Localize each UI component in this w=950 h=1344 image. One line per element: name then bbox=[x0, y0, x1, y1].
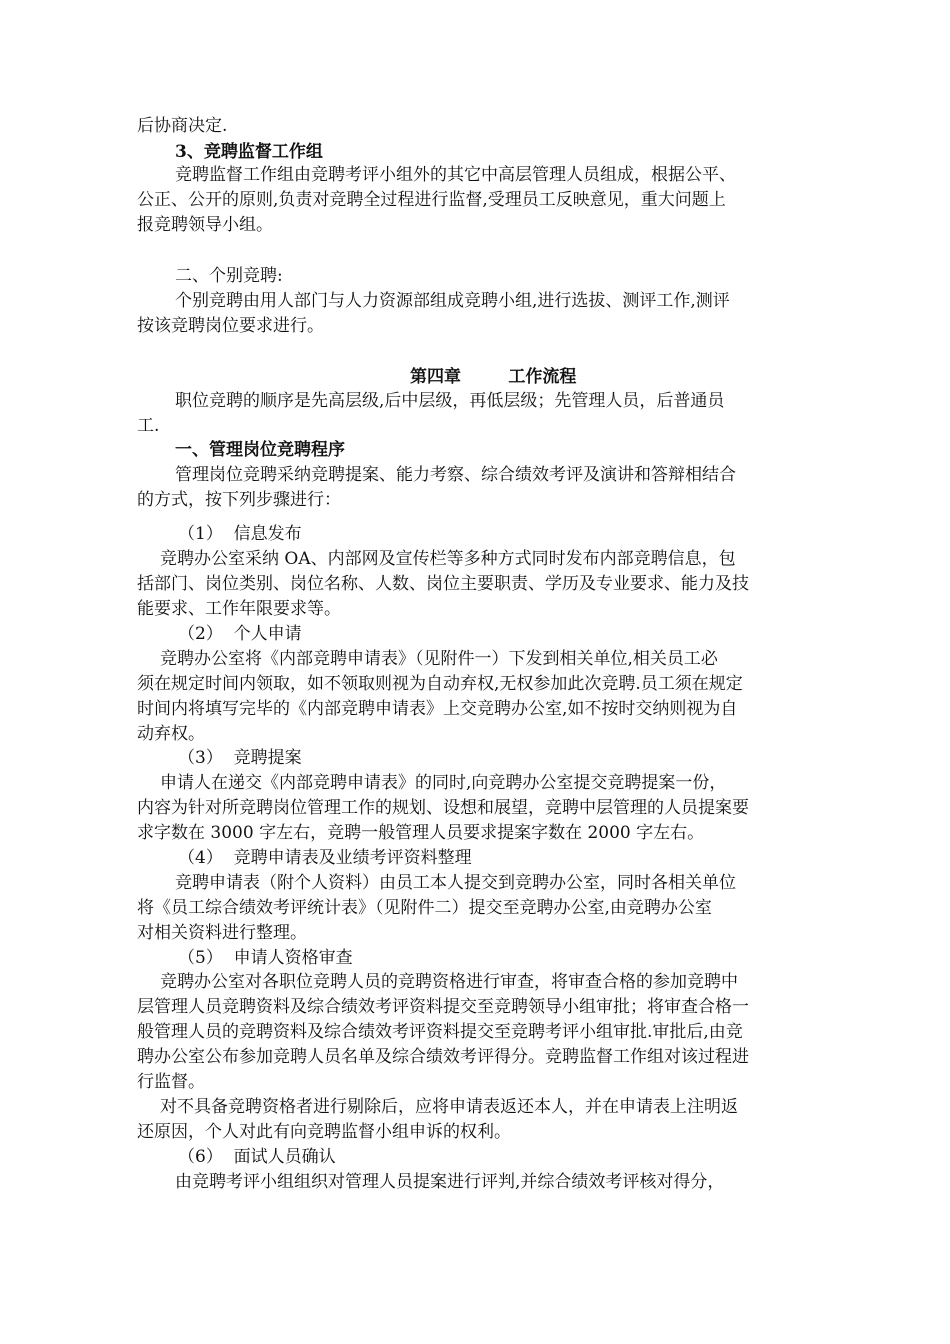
paragraph-line: 公正、公开的原则,负责对竞聘全过程进行监督,受理员工反映意见，重大问题上 bbox=[137, 190, 726, 210]
paragraph-line: 对不具备竞聘资格者进行剔除后，应将申请表返还本人，并在申请表上注明返 bbox=[160, 1097, 738, 1117]
paragraph-line: 聘办公室公布参加竞聘人员名单及综合绩效考评得分。竞聘监督工作组对该过程进 bbox=[137, 1047, 749, 1067]
paragraph-line: 竞聘监督工作组由竞聘考评小组外的其它中高层管理人员组成，根据公平、 bbox=[175, 165, 736, 185]
paragraph-line: 后协商决定. bbox=[137, 116, 228, 136]
paragraph-line: 申请人在递交《内部竞聘申请表》的同时,向竞聘办公室提交竞聘提案一份， bbox=[160, 773, 727, 793]
paragraph-line: 能要求、工作年限要求等。 bbox=[137, 599, 341, 619]
paragraph-line: 括部门、岗位类别、岗位名称、人数、岗位主要职责、学历及专业要求、能力及技 bbox=[137, 574, 749, 594]
paragraph-line: 将《员工综合绩效考评统计表》（见附件二）提交至竞聘办公室,由竞聘办公室 bbox=[137, 898, 712, 918]
section-heading: 3、竞聘监督工作组 bbox=[175, 142, 323, 162]
step-heading: （6） 面试人员确认 bbox=[178, 1147, 336, 1167]
section-heading: 一、管理岗位竞聘程序 bbox=[175, 440, 345, 460]
paragraph-line: 由竞聘考评小组组织对管理人员提案进行评判,并综合绩效考评核对得分， bbox=[175, 1172, 725, 1192]
paragraph-line: 竞聘办公室采纳 OA、内部网及宣传栏等多种方式同时发布内部竞聘信息，包 bbox=[160, 549, 736, 569]
step-heading: （1） 信息发布 bbox=[178, 524, 302, 544]
paragraph-line: 时间内将填写完毕的《内部竞聘申请表》上交竞聘办公室,如不按时交纳则视为自 bbox=[137, 699, 738, 719]
paragraph-line: 般管理人员的竞聘资料及综合绩效考评资料提交至竞聘考评小组审批.审批后,由竞 bbox=[137, 1022, 743, 1042]
paragraph-line: 竞聘办公室对各职位竞聘人员的竞聘资格进行审查，将审查合格的参加竞聘中 bbox=[160, 972, 738, 992]
paragraph-line: 工. bbox=[137, 416, 160, 436]
paragraph-line: 须在规定时间内领取，如不领取则视为自动弃权,无权参加此次竞聘.员工须在规定 bbox=[137, 674, 743, 694]
paragraph-line: 行监督。 bbox=[137, 1072, 205, 1092]
paragraph-line: 的方式，按下列步骤进行： bbox=[137, 490, 341, 510]
paragraph-line: 竞聘申请表（附个人资料）由员工本人提交到竞聘办公室，同时各相关单位 bbox=[175, 873, 736, 893]
paragraph-line: 内容为针对所竞聘岗位管理工作的规划、设想和展望，竞聘中层管理的人员提案要 bbox=[137, 798, 749, 818]
paragraph-line: 报竞聘领导小组。 bbox=[137, 215, 273, 235]
paragraph-line: 动弃权。 bbox=[137, 724, 205, 744]
paragraph-line: 层管理人员竞聘资料及综合绩效考评资料提交至竞聘领导小组审批；将审查合格一 bbox=[137, 997, 749, 1017]
paragraph-line: 职位竞聘的顺序是先高层级,后中层级，再低层级；先管理人员，后普通员 bbox=[175, 391, 725, 411]
paragraph-line: 还原因，个人对此有向竞聘监督小组申诉的权利。 bbox=[137, 1122, 511, 1142]
paragraph-line: 按该竞聘岗位要求进行。 bbox=[137, 316, 324, 336]
paragraph-line: 对相关资料进行整理。 bbox=[137, 923, 307, 943]
step-heading: （3） 竞聘提案 bbox=[178, 748, 302, 768]
step-heading: （2） 个人申请 bbox=[178, 624, 302, 644]
section-heading: 二、个别竞聘: bbox=[175, 266, 283, 286]
paragraph-line: 竞聘办公室将《内部竞聘申请表》（见附件一）下发到相关单位,相关员工必 bbox=[160, 649, 718, 669]
paragraph-line: 求字数在 3000 字左右，竞聘一般管理人员要求提案字数在 2000 字左右。 bbox=[137, 823, 705, 843]
step-heading: （4） 竞聘申请表及业绩考评资料整理 bbox=[178, 848, 472, 868]
step-heading: （5） 申请人资格审查 bbox=[178, 948, 353, 968]
paragraph-line: 管理岗位竞聘采纳竞聘提案、能力考察、综合绩效考评及演讲和答辩相结合 bbox=[175, 465, 736, 485]
paragraph-line: 个别竞聘由用人部门与人力资源部组成竞聘小组,进行选拔、测评工作,测评 bbox=[175, 291, 730, 311]
chapter-title: 第四章 工作流程 bbox=[410, 367, 577, 387]
